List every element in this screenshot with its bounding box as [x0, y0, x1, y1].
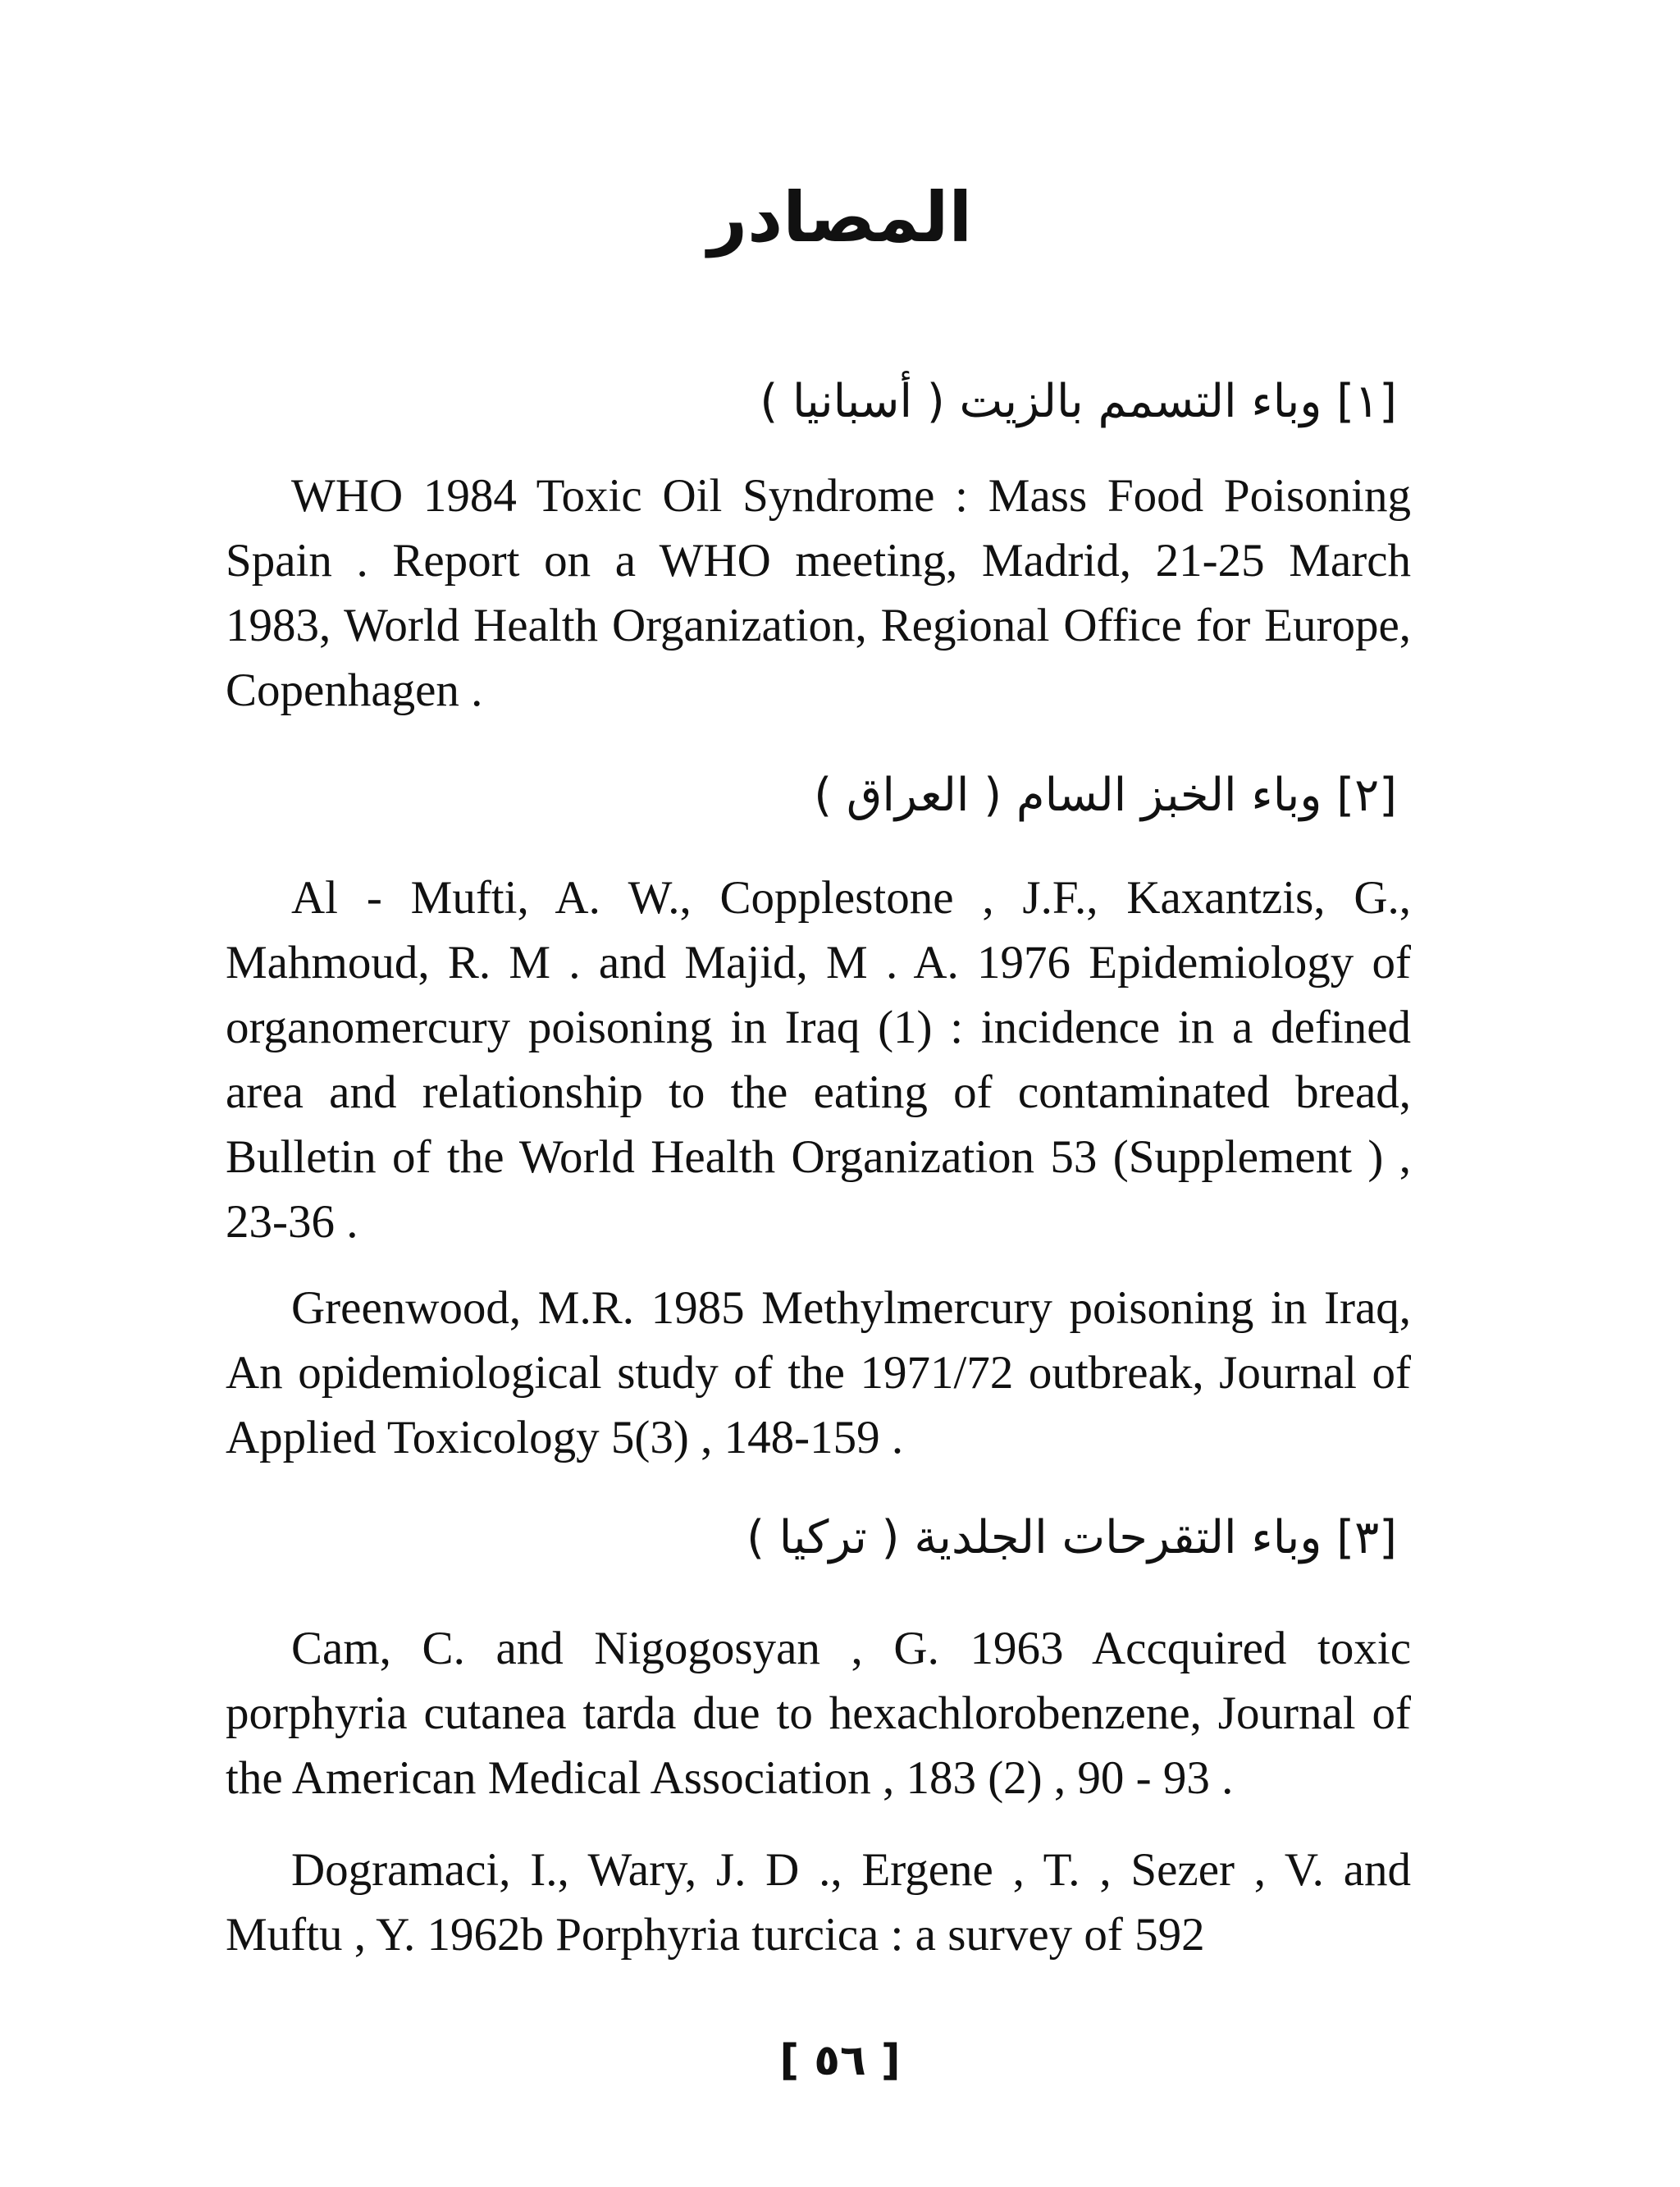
- reference-dogramaci-1962: Dogramaci, I., Wary, J. D ., Ergene , T. , Sezer , V. and Muftu , Y. 1962b Porphyria turcica : a survey of 592: [226, 1844, 1411, 1961]
- section-heading-2: [٢] وباء الخبز السام ( العراق ): [814, 769, 1397, 822]
- page-number: [ ٥٦ ]: [779, 2036, 901, 2085]
- section-heading-1: [١] وباء التسمم بالزيت ( أسبانيا ): [760, 375, 1397, 428]
- reference-who-1984: WHO 1984 Toxic Oil Syndrome : Mass Food Poisoning Spain . Report on a WHO meeting, Madrid, 21-25 March 1983, World Health Organization, Regional Office for Europe, Copenhagen .: [226, 470, 1411, 716]
- reference-greenwood-1985: Greenwood, M.R. 1985 Methylmercury poisoning in Iraq, An opidemiological study of the 1971/72 outbreak, Journal of Applied Toxicology 5(3) , 148-159 .: [226, 1282, 1411, 1463]
- section-heading-3: [٣] وباء التقرحات الجلدية ( تركيا ): [746, 1511, 1397, 1564]
- page-title: المصادر: [707, 177, 973, 258]
- reference-cam-1963: Cam, C. and Nigogosyan , G. 1963 Accquired toxic porphyria cutanea tarda due to hexachlorobenzene, Journal of the American Medical Association , 183 (2) , 90 - 93 .: [226, 1623, 1411, 1804]
- reference-al-mufti-1976: Al - Mufti, A. W., Copplestone , J.F., Kaxantzis, G., Mahmoud, R. M . and Majid, M . A. 1976 Epidemiology of organomercury poisoning in Iraq (1) : incidence in a defined area and relationship to the eating of contaminated bread, Bulletin of the World Health Organization 53 (Supplement ) , 23-36 .: [226, 872, 1411, 1248]
